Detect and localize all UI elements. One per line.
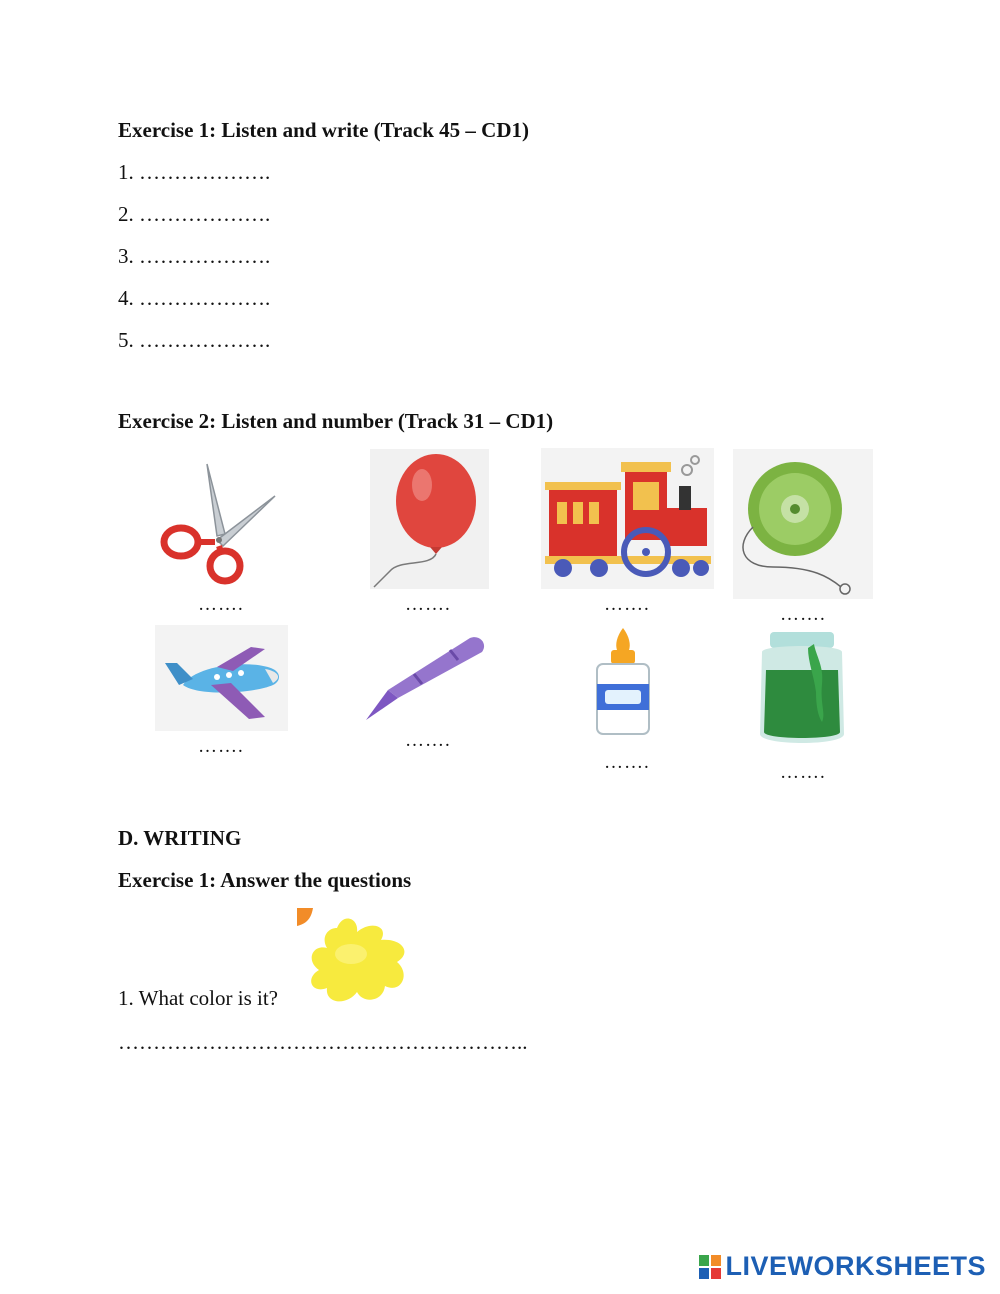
question-1: 1. What color is it? <box>118 986 278 1010</box>
exercise1-title: Exercise 1: Listen and write (Track 45 – CD1) <box>118 118 529 142</box>
exercise2-title: Exercise 2: Listen and number (Track 31 – CD1) <box>118 409 554 433</box>
number-blank-yoyo[interactable]: ……. <box>780 604 826 625</box>
balloon-picture <box>370 449 489 589</box>
train-picture <box>541 448 714 589</box>
liveworksheets-text: LIVEWORKSHEETS <box>725 1251 986 1281</box>
answer-line-1[interactable]: 1. ………………. <box>118 160 271 184</box>
writing-exercise1-title: Exercise 1: Answer the questions <box>118 868 412 892</box>
number-blank-plane[interactable]: ……. <box>198 736 244 757</box>
scissors-picture <box>155 456 280 588</box>
answer-line-4[interactable]: 4. ………………. <box>118 286 271 310</box>
yoyo-picture <box>733 449 873 599</box>
crayon-picture <box>358 630 490 726</box>
answer-line-3[interactable]: 3. ………………. <box>118 244 271 268</box>
paint-jar-picture <box>752 626 852 750</box>
number-blank-balloon[interactable]: ……. <box>405 594 451 615</box>
section-title-writing: D. WRITING <box>118 826 242 850</box>
liveworksheets-icon <box>699 1255 721 1279</box>
number-blank-scissors[interactable]: ……. <box>198 594 244 615</box>
number-blank-paint-jar[interactable]: ……. <box>780 762 826 783</box>
number-blank-crayon[interactable]: ……. <box>405 730 451 751</box>
number-blank-train[interactable]: ……. <box>604 594 650 615</box>
answer-line-question-1[interactable]: ………………………………………………….. <box>118 1030 528 1054</box>
plane-picture <box>155 625 288 731</box>
liveworksheets-logo[interactable] <box>699 1251 986 1282</box>
number-blank-glue[interactable]: ……. <box>604 752 650 773</box>
glue-picture <box>585 626 661 738</box>
yellow-paint-splash-picture <box>297 908 417 1010</box>
answer-line-2[interactable]: 2. ………………. <box>118 202 271 226</box>
answer-line-5[interactable]: 5. ………………. <box>118 328 271 352</box>
